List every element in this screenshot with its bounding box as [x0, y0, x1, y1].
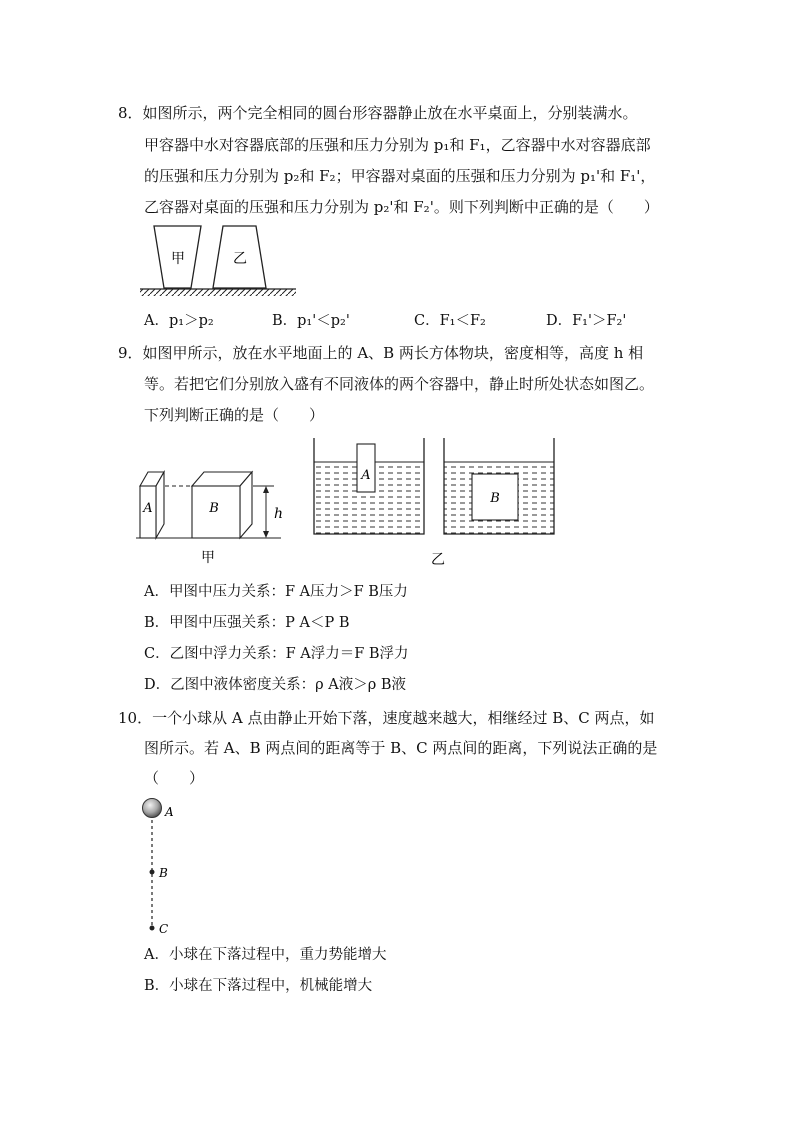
q9-option-c[interactable]: C．乙图中浮力关系：F A浮力＝F B浮力: [144, 646, 409, 662]
q9-figure-yi: [306, 434, 564, 570]
q9-figure-jia: [136, 462, 286, 570]
point-b: [150, 870, 155, 875]
point-c-label: C: [159, 922, 169, 936]
q9-line-1: 9．如图甲所示，放在水平地面上的 A、B 两长方体物块，密度相等，高度 h 相: [118, 344, 644, 362]
q9-option-b[interactable]: B．甲图中压强关系：P A＜P B: [144, 615, 350, 631]
block-a-label: A: [143, 501, 153, 516]
q10-line-2: 图所示。若 A、B 两点间的距离等于 B、C 两点间的距离，下列说法正确的是: [144, 739, 658, 757]
block-a-floating-label: A: [361, 468, 371, 483]
q9-option-d[interactable]: D．乙图中液体密度关系：ρ A液＞ρ B液: [144, 677, 407, 693]
height-label: h: [274, 506, 284, 522]
q8-option-b[interactable]: B．p₁'＜p₂': [272, 313, 350, 329]
q8-option-a[interactable]: A．p₁＞p₂: [144, 313, 214, 329]
q8-line-4: 乙容器对桌面的压强和压力分别为 p₂'和 F₂'。则下列判断中正确的是（ ）: [144, 198, 659, 216]
q10-option-b[interactable]: B．小球在下落过程中，机械能增大: [144, 978, 373, 994]
point-a-label: A: [165, 805, 174, 819]
block-b-label: B: [209, 501, 219, 516]
q10-option-a[interactable]: A．小球在下落过程中，重力势能增大: [144, 947, 387, 963]
q10-line-3: （ ）: [144, 769, 205, 787]
container-yi-label: 乙: [233, 251, 247, 267]
caption-yi: 乙: [431, 552, 445, 568]
q8-containers-figure: [138, 222, 300, 302]
q9-line-2: 等。若把它们分别放入盛有不同液体的两个容器中，静止时所处状态如图乙。: [144, 375, 655, 393]
point-b-label: B: [159, 866, 168, 880]
q9-option-a[interactable]: A．甲图中压力关系：F A压力＞F B压力: [144, 584, 408, 600]
point-c: [150, 926, 155, 931]
q8-line-2: 甲容器中水对容器底部的压强和压力分别为 p₁和 F₁，乙容器中水对容器底部: [144, 136, 651, 154]
q8-line-1: 8．如图所示，两个完全相同的圆台形容器静止放在水平桌面上，分别装满水。: [118, 104, 638, 122]
q10-falling-ball-figure: [136, 796, 186, 936]
container-jia-label: 甲: [171, 251, 185, 267]
ball: [143, 799, 162, 818]
q8-line-3: 的压强和压力分别为 p₂和 F₂；甲容器对桌面的压强和压力分别为 p₁'和 F₁'，: [144, 167, 656, 185]
table-hatch: [140, 289, 296, 296]
block-b-submerged-label: B: [490, 491, 500, 506]
q8-option-c[interactable]: C．F₁＜F₂: [414, 313, 486, 329]
q8-option-d[interactable]: D．F₁'＞F₂': [546, 313, 627, 329]
q9-line-3: 下列判断正确的是（ ）: [144, 406, 325, 424]
q10-line-1: 10．一个小球从 A 点由静止开始下落，速度越来越大，相继经过 B、C 两点，如: [118, 709, 655, 727]
caption-jia: 甲: [201, 550, 215, 566]
